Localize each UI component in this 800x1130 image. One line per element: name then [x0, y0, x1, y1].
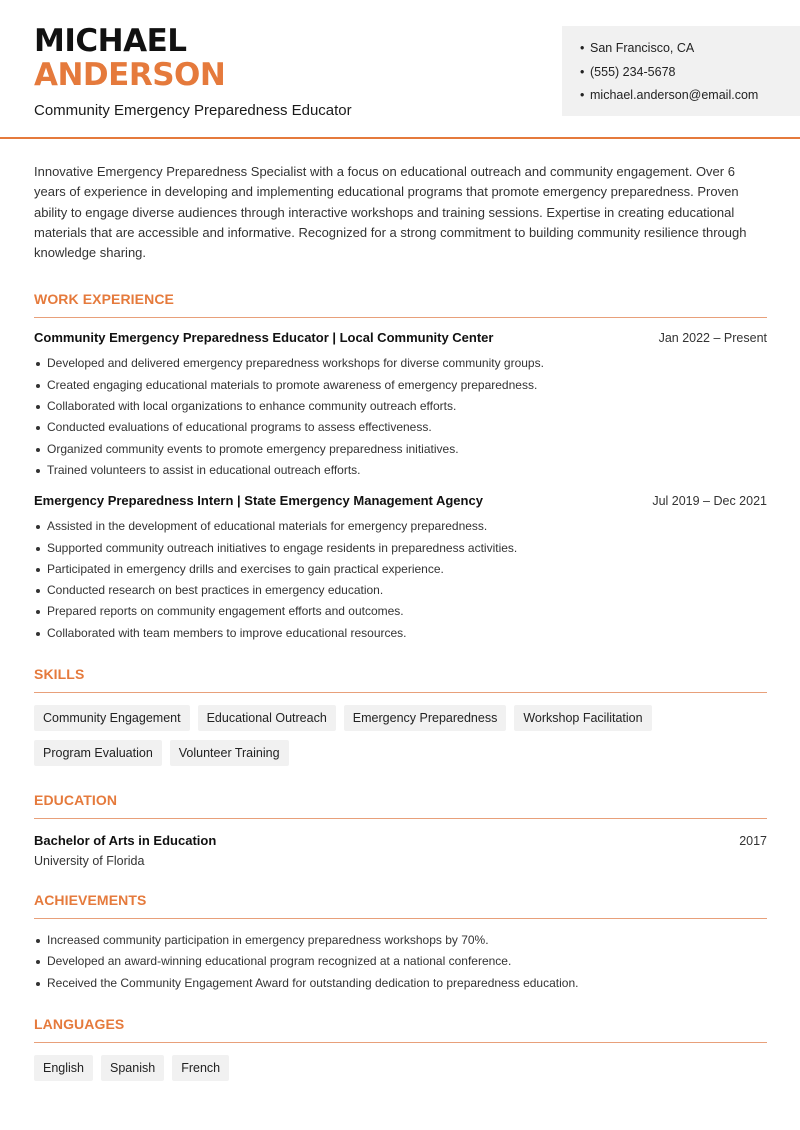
job-role: Emergency Preparedness Intern | State Emergency Management Agency	[34, 493, 483, 509]
skill-chip: Community Engagement	[34, 705, 190, 731]
education-section-title: EDUCATION	[34, 792, 767, 819]
language-chip: English	[34, 1055, 93, 1081]
skills-section	[34, 666, 767, 766]
list-item: Collaborated with local organizations to enhance community outreach efforts.	[34, 396, 767, 417]
last-name: ANDERSON	[34, 57, 226, 93]
contact-phone	[580, 61, 800, 85]
resume-body	[34, 162, 767, 1081]
email-text: michael.anderson@email.com	[590, 88, 759, 102]
skill-chip: Educational Outreach	[198, 705, 336, 731]
skill-chip: Volunteer Training	[170, 740, 289, 766]
languages-section-title: LANGUAGES	[34, 1016, 767, 1043]
list-item: Supported community outreach initiatives to engage residents in preparedness activities.	[34, 538, 767, 559]
edu-year: 2017	[739, 834, 767, 849]
job-dates: Jan 2022 – Present	[658, 331, 767, 346]
bullet-icon: •	[580, 88, 585, 102]
location-text: San Francisco, CA	[590, 41, 695, 55]
list-item: Conducted evaluations of educational programs to assess effectiveness.	[34, 417, 767, 438]
edu-degree: Bachelor of Arts in Education	[34, 833, 217, 849]
list-item: Increased community participation in emergency preparedness workshops by 70%.	[34, 930, 767, 951]
list-item: Conducted research on best practices in emergency education.	[34, 580, 767, 601]
work-section	[34, 291, 767, 644]
job-entry	[34, 493, 767, 644]
language-chip: French	[172, 1055, 229, 1081]
job-entry	[34, 330, 767, 481]
list-item: Trained volunteers to assist in educational outreach efforts.	[34, 460, 767, 481]
list-item: Organized community events to promote emergency preparedness initiatives.	[34, 439, 767, 460]
job-bullets	[34, 353, 767, 481]
edu-school: University of Florida	[34, 854, 145, 869]
skills-list	[34, 705, 767, 766]
list-item: Assisted in the development of educational materials for emergency preparedness.	[34, 516, 767, 537]
list-item: Participated in emergency drills and exercises to gain practical experience.	[34, 559, 767, 580]
name-block	[34, 24, 352, 119]
languages-list	[34, 1055, 767, 1081]
list-item: Prepared reports on community engagement efforts and outcomes.	[34, 601, 767, 622]
list-item: Created engaging educational materials to promote awareness of emergency preparedness.	[34, 375, 767, 396]
skill-chip: Emergency Preparedness	[344, 705, 507, 731]
contact-email	[580, 84, 800, 108]
skill-chip: Program Evaluation	[34, 740, 162, 766]
work-section-title: WORK EXPERIENCE	[34, 291, 767, 318]
bullet-icon: •	[580, 64, 585, 79]
achievements-section-title: ACHIEVEMENTS	[34, 892, 767, 919]
skills-section-title: SKILLS	[34, 666, 767, 693]
achievements-section	[34, 892, 767, 994]
education-section	[34, 792, 767, 868]
first-name: MICHAEL	[34, 23, 187, 59]
language-chip: Spanish	[101, 1055, 164, 1081]
job-bullets	[34, 516, 767, 644]
job-dates: Jul 2019 – Dec 2021	[652, 494, 767, 509]
list-item: Received the Community Engagement Award for outstanding dedication to preparedness education.	[34, 973, 767, 994]
job-role: Community Emergency Preparedness Educator | Local Community Center	[34, 330, 494, 346]
achievements-list	[34, 930, 767, 994]
languages-section	[34, 1016, 767, 1081]
job-title: Community Emergency Preparedness Educator	[34, 102, 352, 119]
list-item: Developed an award-winning educational program recognized at a national conference.	[34, 951, 767, 972]
contact-box	[562, 26, 800, 116]
bullet-icon: •	[580, 41, 585, 55]
list-item: Collaborated with team members to improve educational resources.	[34, 623, 767, 644]
list-item: Developed and delivered emergency preparedness workshops for diverse community groups.	[34, 353, 767, 374]
phone-text: (555) 234-5678	[590, 64, 676, 79]
contact-location	[580, 37, 800, 61]
summary: Innovative Emergency Preparedness Specialist with a focus on educational outreach and community engagement. Over 6 years of experience in developing and implementing educational programs that promote emergency preparedness. Proven ability to engage diverse audiences through interactive workshops and training sessions. Expertise in creating educational materials that are accessible and informative. Recognized for a strong commitment to building community resilience through knowledge sharing.	[34, 164, 747, 261]
resume-header	[0, 0, 800, 139]
skill-chip: Workshop Facilitation	[514, 705, 651, 731]
